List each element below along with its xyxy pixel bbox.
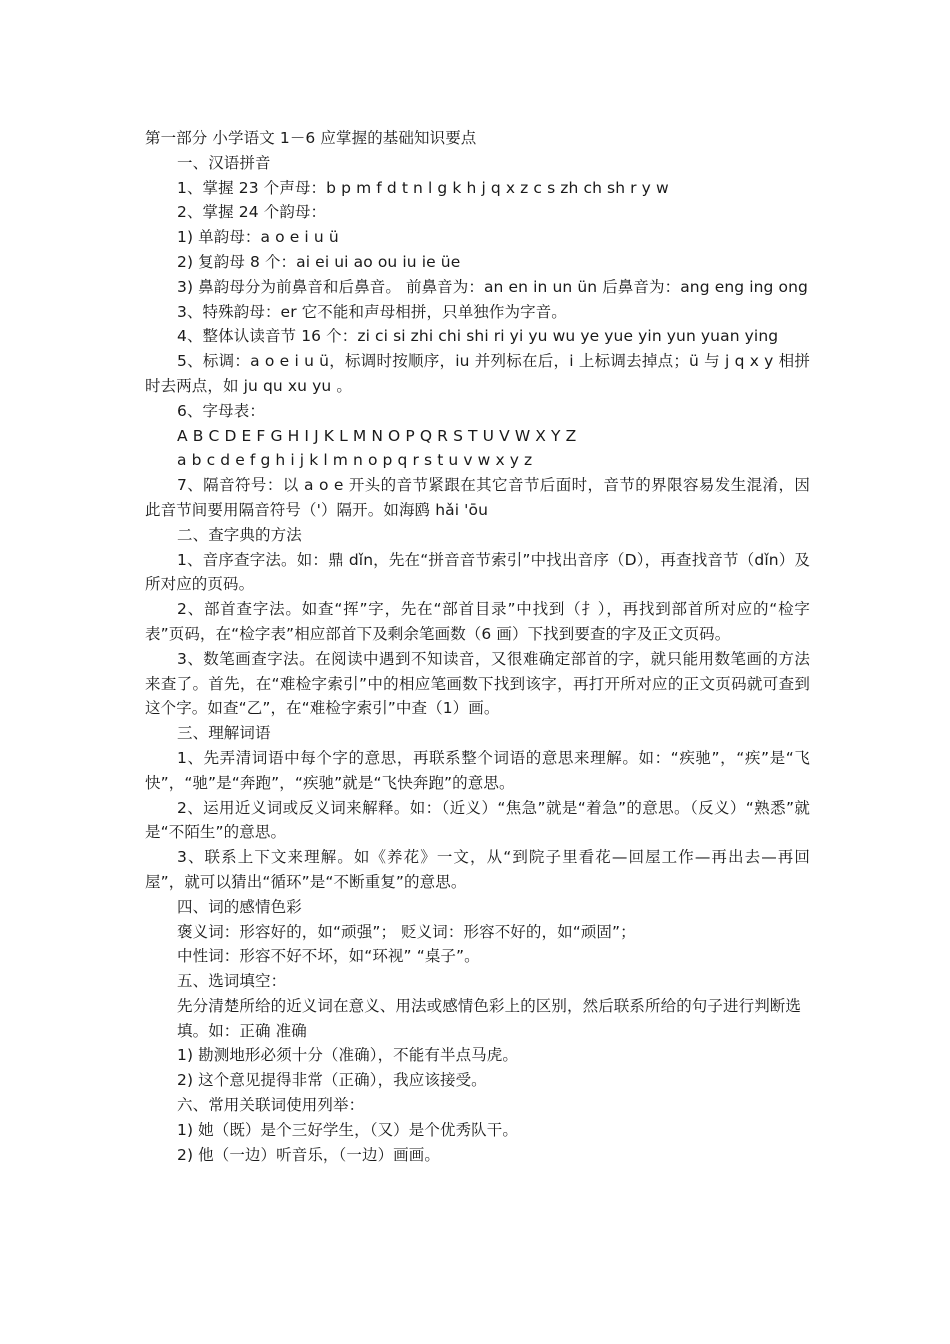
document-title: 第一部分 小学语文 1－6 应掌握的基础知识要点: [145, 129, 477, 147]
paragraph: 3) 鼻韵母分为前鼻音和后鼻音。 前鼻音为：an en in un ün 后鼻音为：ang eng ing ong: [177, 277, 808, 296]
paragraph: 2) 复韵母 8 个：ai ei ui ao ou iu ie üe: [177, 252, 461, 271]
paragraph: 褒义词：形容好的，如“顽强”； 贬义词：形容不好的，如“顽固”；: [177, 922, 636, 941]
paragraph: 2) 这个意见提得非常（正确），我应该接受。: [177, 1071, 487, 1090]
paragraph: 填。如：正确 准确: [177, 1021, 307, 1040]
paragraph: 2) 他（一边）听音乐，（一边）画画。: [177, 1145, 440, 1164]
paragraph: 1、先弄清词语中每个字的意思，再联系整个词语的意思来理解。如：“疾驰”，“疾”是“飞快”，“驰”是“奔跑”，“疾驰”就是“飞快奔跑”的意思。: [145, 748, 810, 792]
alphabet-lowercase: a b c d e f g h i j k l m n o p q r s t u v w x y z: [177, 451, 533, 470]
paragraph: 2、部首查字法。如查“挥”字，先在“部首目录”中找到（扌），再找到部首所对应的“检字表”页码，在“检字表”相应部首下及剩余笔画数（6 画）下找到要查的字及正文页码。: [145, 600, 810, 643]
paragraph: 2、运用近义词或反义词来解释。如：（近义）“焦急”就是“着急”的意思。（反义）“熟悉”就是“不陌生”的意思。: [145, 798, 810, 842]
paragraph: 6、字母表：: [177, 401, 265, 420]
paragraph: 3、数笔画查字法。在阅读中遇到不知读音，又很难确定部首的字，就只能用数笔画的方法来查了。首先，在“难检字索引”中的相应笔画数下找到该字，再打开所对应的正文页码就可查到这个字。如查“乙”，在“难检字索引”中查（1）画。: [145, 649, 810, 718]
section-heading-emotion: 四、词的感情色彩: [177, 897, 302, 916]
paragraph: 3、特殊韵母：er 它不能和声母相拼，只单独作为字音。: [177, 302, 567, 321]
paragraph: 5、标调：a o e i u ü，标调时按顺序，iu 并列标在后，i 上标调去掉点；ü 与 j q x y 相拼时去两点，如 ju qu xu yu 。: [145, 352, 810, 395]
paragraph: 7、隔音符号：以 a o e 开头的音节紧跟在其它音节后面时，音节的界限容易发生混淆，因此音节间要用隔音符号（'）隔开。如海鸥 hǎi 'ōu: [145, 476, 810, 519]
paragraph: 中性词：形容不好不坏，如“环视” “桌子”。: [177, 947, 480, 966]
section-heading-conjunctions: 六、常用关联词使用列举：: [177, 1096, 365, 1115]
section-heading-words: 三、理解词语: [177, 724, 271, 743]
section-heading-dictionary: 二、查字典的方法: [177, 525, 302, 544]
alphabet-uppercase: A B C D E F G H I J K L M N O P Q R S T U V W X Y Z: [177, 426, 577, 445]
paragraph: 1) 她（既）是个三好学生，（又）是个优秀队干。: [177, 1120, 518, 1139]
paragraph: 1) 单韵母：a o e i u ü: [177, 228, 339, 247]
paragraph: 3、联系上下文来理解。如《养花》一文，从“到院子里看花—回屋工作—再出去—再回屋”，就可以猜出“循环”是“不断重复”的意思。: [145, 848, 810, 891]
paragraph: 1、掌握 23 个声母：b p m f d t n l g k h j q x z c s zh ch sh r y w: [177, 178, 669, 197]
paragraph: 2、掌握 24 个韵母：: [177, 203, 327, 222]
paragraph: 1) 勘测地形必须十分（准确），不能有半点马虎。: [177, 1046, 518, 1065]
section-heading-pinyin: 一、汉语拼音: [177, 153, 271, 172]
paragraph: 4、整体认读音节 16 个：zi ci si zhi chi shi ri yi yu wu ye yue yin yun yuan ying: [177, 327, 779, 346]
section-heading-fill: 五、选词填空：: [177, 972, 287, 991]
document-page: [145, 126, 810, 1167]
paragraph: 1、音序查字法。如：鼎 dǐn，先在“拼音音节索引”中找出音序（D），再查找音节（dǐn）及所对应的页码。: [145, 550, 810, 594]
paragraph: 先分清楚所给的近义词在意义、用法或感情色彩上的区别，然后联系所给的句子进行判断选: [177, 996, 802, 1015]
